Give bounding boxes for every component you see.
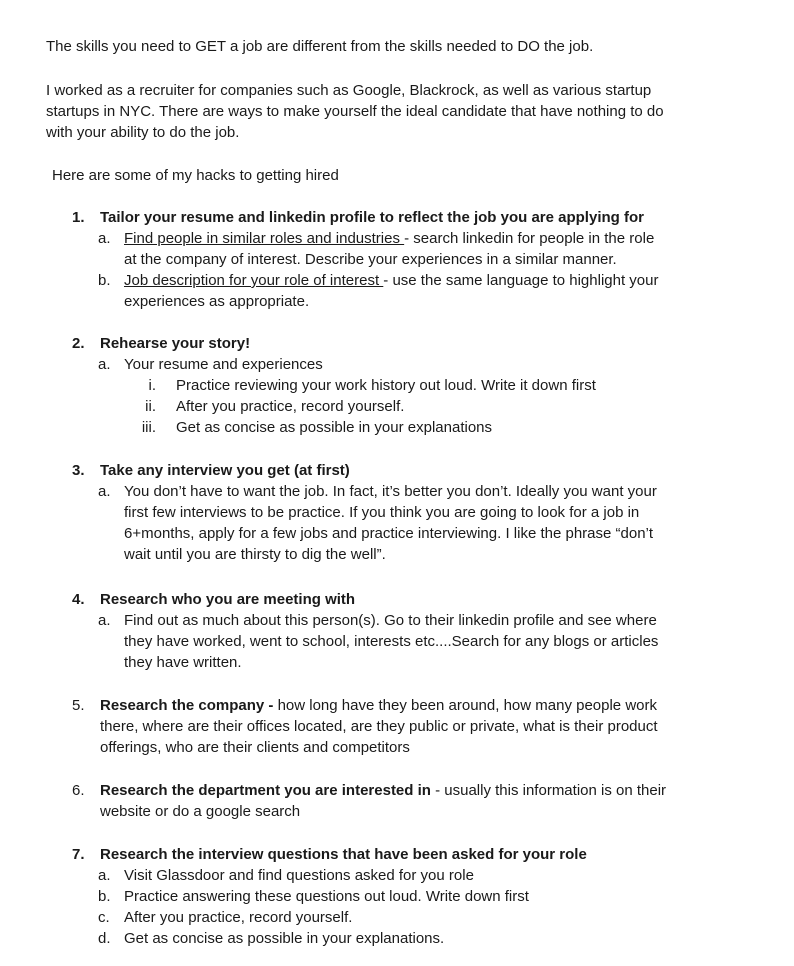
list-text: how long have they been around, how many people work — [273, 697, 657, 714]
section-title: Research who you are meeting with — [100, 591, 356, 608]
list-text: first few interviews to be practice. If you think you are going to look for a job in — [124, 504, 640, 521]
list-item — [44, 928, 752, 949]
section-2 — [72, 333, 752, 438]
list-text: there, where are their offices located, are they public or private, what is their product — [100, 718, 658, 735]
intro-line: startups in NYC. There are ways to make yourself the ideal candidate that have nothing to do — [46, 103, 664, 120]
section-title: Rehearse your story! — [100, 335, 251, 352]
list-text: 6+months, apply for a few jobs and practice interviewing. I like the phrase “don’t — [124, 525, 654, 542]
list-number: 2. — [72, 335, 85, 352]
intro-paragraph-2 — [46, 80, 746, 143]
list-text: After you practice, record yourself. — [176, 398, 405, 415]
list-letter: a. — [98, 356, 111, 373]
list-text: they have written. — [124, 654, 242, 671]
intro-line: with your ability to do the job. — [46, 124, 240, 141]
section-title: Take any interview you get (at first) — [100, 462, 350, 479]
list-text: website or do a google search — [100, 803, 301, 820]
section-heading — [72, 207, 752, 228]
section-paragraph — [72, 780, 752, 822]
section-heading — [72, 460, 752, 481]
list-letter: a. — [98, 612, 111, 629]
section-title: Research the company - — [100, 697, 274, 714]
list-letter: a. — [98, 483, 111, 500]
list-item — [44, 375, 752, 396]
list-text: Practice reviewing your work history out loud. Write it down first — [176, 377, 596, 394]
list-text: Find out as much about this person(s). Go to their linkedin profile and see where — [124, 612, 657, 629]
list-number: 7. — [72, 846, 85, 863]
list-number: 4. — [72, 591, 85, 608]
list-item — [44, 270, 752, 312]
list-number: 3. — [72, 462, 85, 479]
list-item — [44, 886, 752, 907]
list-item — [44, 481, 752, 565]
list-item — [44, 354, 752, 375]
list-text: Get as concise as possible in your explanations. — [124, 930, 445, 947]
list-text: Visit Glassdoor and find questions asked for you role — [124, 867, 474, 884]
list-item — [44, 865, 752, 886]
section-1 — [72, 207, 752, 312]
list-text: offerings, who are their clients and competitors — [100, 739, 410, 756]
section-title: Research the department you are interested in — [100, 782, 431, 799]
list-text: Your resume and experiences — [124, 356, 323, 373]
section-heading — [72, 589, 752, 610]
intro-text: The skills you need to GET a job are different from the skills needed to DO the job. — [46, 38, 594, 55]
list-text: - usually this information is on their — [430, 782, 667, 799]
section-6 — [72, 780, 752, 822]
list-text: After you practice, record yourself. — [124, 909, 353, 926]
list-letter: a. — [98, 867, 111, 884]
list-text: experiences as appropriate. — [124, 293, 310, 310]
section-heading — [72, 333, 752, 354]
list-letter: a. — [98, 230, 111, 247]
list-text: You don’t have to want the job. In fact, it’s better you don’t. Ideally you want your — [124, 483, 657, 500]
intro-text: Here are some of my hacks to getting hired — [52, 167, 339, 184]
list-item — [44, 610, 752, 673]
list-text: - search linkedin for people in the role — [404, 230, 655, 247]
section-title: Tailor your resume and linkedin profile to reflect the job you are applying for — [100, 209, 644, 226]
section-4 — [72, 589, 752, 673]
section-7 — [72, 844, 752, 949]
list-roman: ii. — [145, 398, 156, 415]
intro-paragraph-1 — [46, 36, 746, 57]
list-text: they have worked, went to school, interests etc....Search for any blogs or articles — [124, 633, 659, 650]
list-letter: b. — [98, 272, 111, 289]
similar-roles-link[interactable]: Find people in similar roles and industries — [124, 230, 405, 247]
intro-paragraph-3 — [52, 165, 752, 186]
list-letter: c. — [98, 909, 110, 926]
section-paragraph — [72, 695, 752, 758]
list-item — [44, 396, 752, 417]
list-text: Practice answering these questions out loud. Write down first — [124, 888, 529, 905]
section-title: Research the interview questions that have been asked for your role — [100, 846, 587, 863]
section-3 — [72, 460, 752, 565]
list-roman: iii. — [141, 419, 156, 436]
list-text: at the company of interest. Describe your experiences in a similar manner. — [124, 251, 617, 268]
list-letter: b. — [98, 888, 111, 905]
list-number: 5. — [72, 697, 85, 714]
list-letter: d. — [98, 930, 111, 947]
list-item — [44, 228, 752, 270]
job-description-link[interactable]: Job description for your role of interest — [124, 272, 384, 289]
section-5 — [72, 695, 752, 758]
list-item — [44, 417, 752, 438]
list-text: Get as concise as possible in your explanations — [176, 419, 493, 436]
list-text: wait until you are thirsty to dig the well”. — [124, 546, 386, 563]
list-number: 1. — [72, 209, 85, 226]
intro-line: I worked as a recruiter for companies such as Google, Blackrock, as well as various startup — [46, 82, 652, 99]
section-heading — [72, 844, 752, 865]
list-text: - use the same language to highlight your — [383, 272, 659, 289]
list-roman: i. — [148, 377, 156, 394]
list-number: 6. — [72, 782, 85, 799]
list-item — [44, 907, 752, 928]
